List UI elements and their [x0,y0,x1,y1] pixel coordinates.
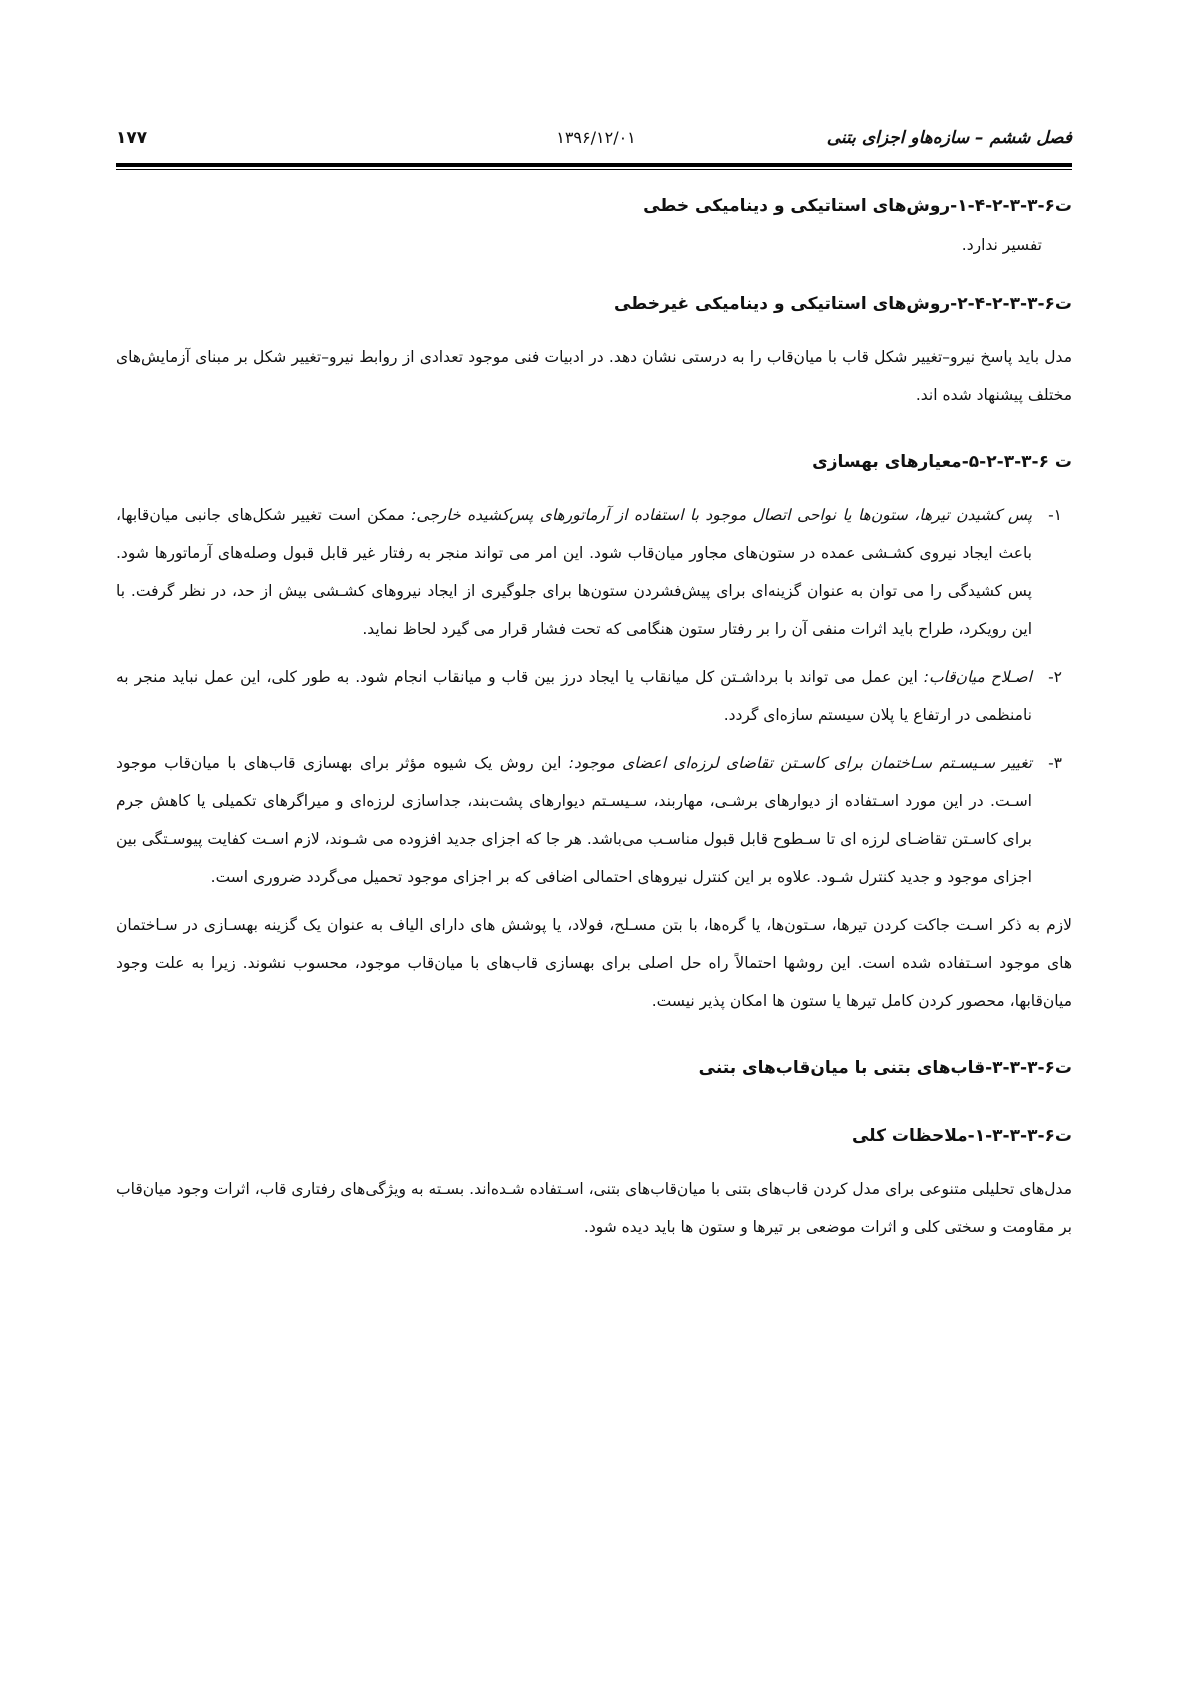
section-heading-concrete-frames: ت۶-۳-۳-۳-قاب‌های بتنی با میان‌قاب‌های بتنی [698,1058,1072,1078]
header-rule-thick [116,163,1072,167]
list-item-text: ممکن است تغییر شکل‌های جانبی میان‌قابها، باعث ایجاد نیروی کشـشی عمده در ستون‌های مجاور میان‌قاب شود. این امر می تواند منجر به رفتار غیر قابل قبول وصله‌های آرماتورها شود. پس کشیدگی را می توان به عنوان گزینه‌ای برای پیش‌فشردن ستون‌ها برای جلوگیری از ایجاد نیروهای کشـشی بیش از حد، در نظر گرفت. با این رویکرد، طراح باید اثرات منفی آن را بر رفتار ستون هنگامی که تحت فشار قرار می گیرد لحاظ نماید. [116,506,1032,638]
section-text-nonlinear: مدل باید پاسخ نیرو–تغییر شکل قاب با میان‌قاب را به درستی نشان دهد. در ادبیات فنی موجود تعدادی از روابط نیرو–تغییر شکل بر مبنای آزمایش‌های مختلف پیشنهاد شده اند. [116,348,1072,404]
section-heading-linear-methods: ت۶-۳-۳-۲-۴-۱-روش‌های استاتیکی و دینامیکی خطی [643,196,1072,216]
list-item-title: پس کشیدن تیرها، ستون‌ها یا نواحی اتصال موجود با استفاده از آرماتورهای پس‌کشیده خارجی: [411,506,1033,524]
section-text-general: مدل‌های تحلیلی متنوعی برای مدل کردن قاب‌های بتنی با میان‌قاب‌های بتنی، اسـتفاده شـده‌اند. بسـته به ویژگی‌های رفتاری قاب، اثرات وجود میان‌قاب بر مقاومت و سختی کلی و اثرات موضعی بر تیرها و ستون ها باید دیده شود. [116,1180,1072,1236]
retrofit-list [116,496,1072,896]
header-rule-thin [116,169,1072,170]
section-heading-nonlinear-methods: ت۶-۳-۳-۲-۴-۲-روش‌های استاتیکی و دینامیکی غیرخطی [613,294,1072,314]
list-item-title: تغییر سـیسـتم سـاختمان برای کاسـتن تقاضای لرزه‌ای اعضای موجود: [568,754,1032,772]
section-heading-general-considerations: ت۶-۳-۳-۳-۱-ملاحظات کلی [851,1126,1072,1146]
page-content [116,186,1072,1246]
section-heading-retrofit-criteria: ت ۶-۳-۳-۲-۵-معیارهای بهسازی [812,452,1072,472]
page-header [116,128,1072,158]
list-item [116,744,1072,896]
header-date: ۱۳۹۶/۱۲/۰۱ [556,128,636,147]
list-item-number: ۲- [1048,668,1062,686]
list-item-number: ۱- [1048,506,1062,524]
section-text-no-commentary: تفسیر ندارد. [961,236,1042,254]
page-number: ۱۷۷ [116,128,148,148]
list-item-text: این عمل می تواند با برداشـتن کل میانقاب یا ایجاد درز بین قاب و میانقاب انجام شود. به طور کلی، این عمل نباید منجر به نامنظمی در ارتفاع یا پلان سیستم سازه‌ای گردد. [116,668,1032,724]
list-item-title: اصـلاح میان‌قاب: [923,668,1032,686]
list-item [116,496,1072,648]
list-item-number: ۳- [1048,754,1062,772]
chapter-title: فصل ششم – سازه‌هاو اجزای بتنی [826,128,1072,148]
list-item-text: این روش یک شیوه مؤثر برای بهسازی قاب‌های با میان‌قاب موجود اسـت. در این مورد اسـتفاده از دیوارهای برشـی، مهاربند، سـیسـتم دیوارهای پشت‌بند، جداسازی لرزه‌ای و میراگرهای تکمیلی یا کاهش جرم برای کاسـتن تقاضـای لرزه ای تا سـطوح قابل قبول مناسـب می‌باشد. هر جا که اجزای جدید افزوده می شـوند، لازم اسـت کفایت پیوسـتگی بین اجزای موجود و جدید کنترل شـود. علاوه بر این کنترل نیروهای احتمالی اضافی که بر اجزای موجود تحمیل می‌گردد ضروری است. [116,754,1032,886]
section-closing-paragraph: لازم به ذکر اسـت جاکت کردن تیرها، سـتون‌ها، یا گره‌ها، با بتن مسـلح، فولاد، یا پوشش های دارای الیاف به عنوان یک گزینه بهسـازی در سـاختمان های موجود اسـتفاده شده است. این روشها احتمالاً راه حل اصلی برای بهسازی قاب‌های با میان‌قاب موجود، محسوب نشوند. زیرا به علت وجود میان‌قابها، محصور کردن کامل تیرها یا ستون ها امکان پذیر نیست. [116,916,1072,1010]
list-item [116,658,1072,734]
